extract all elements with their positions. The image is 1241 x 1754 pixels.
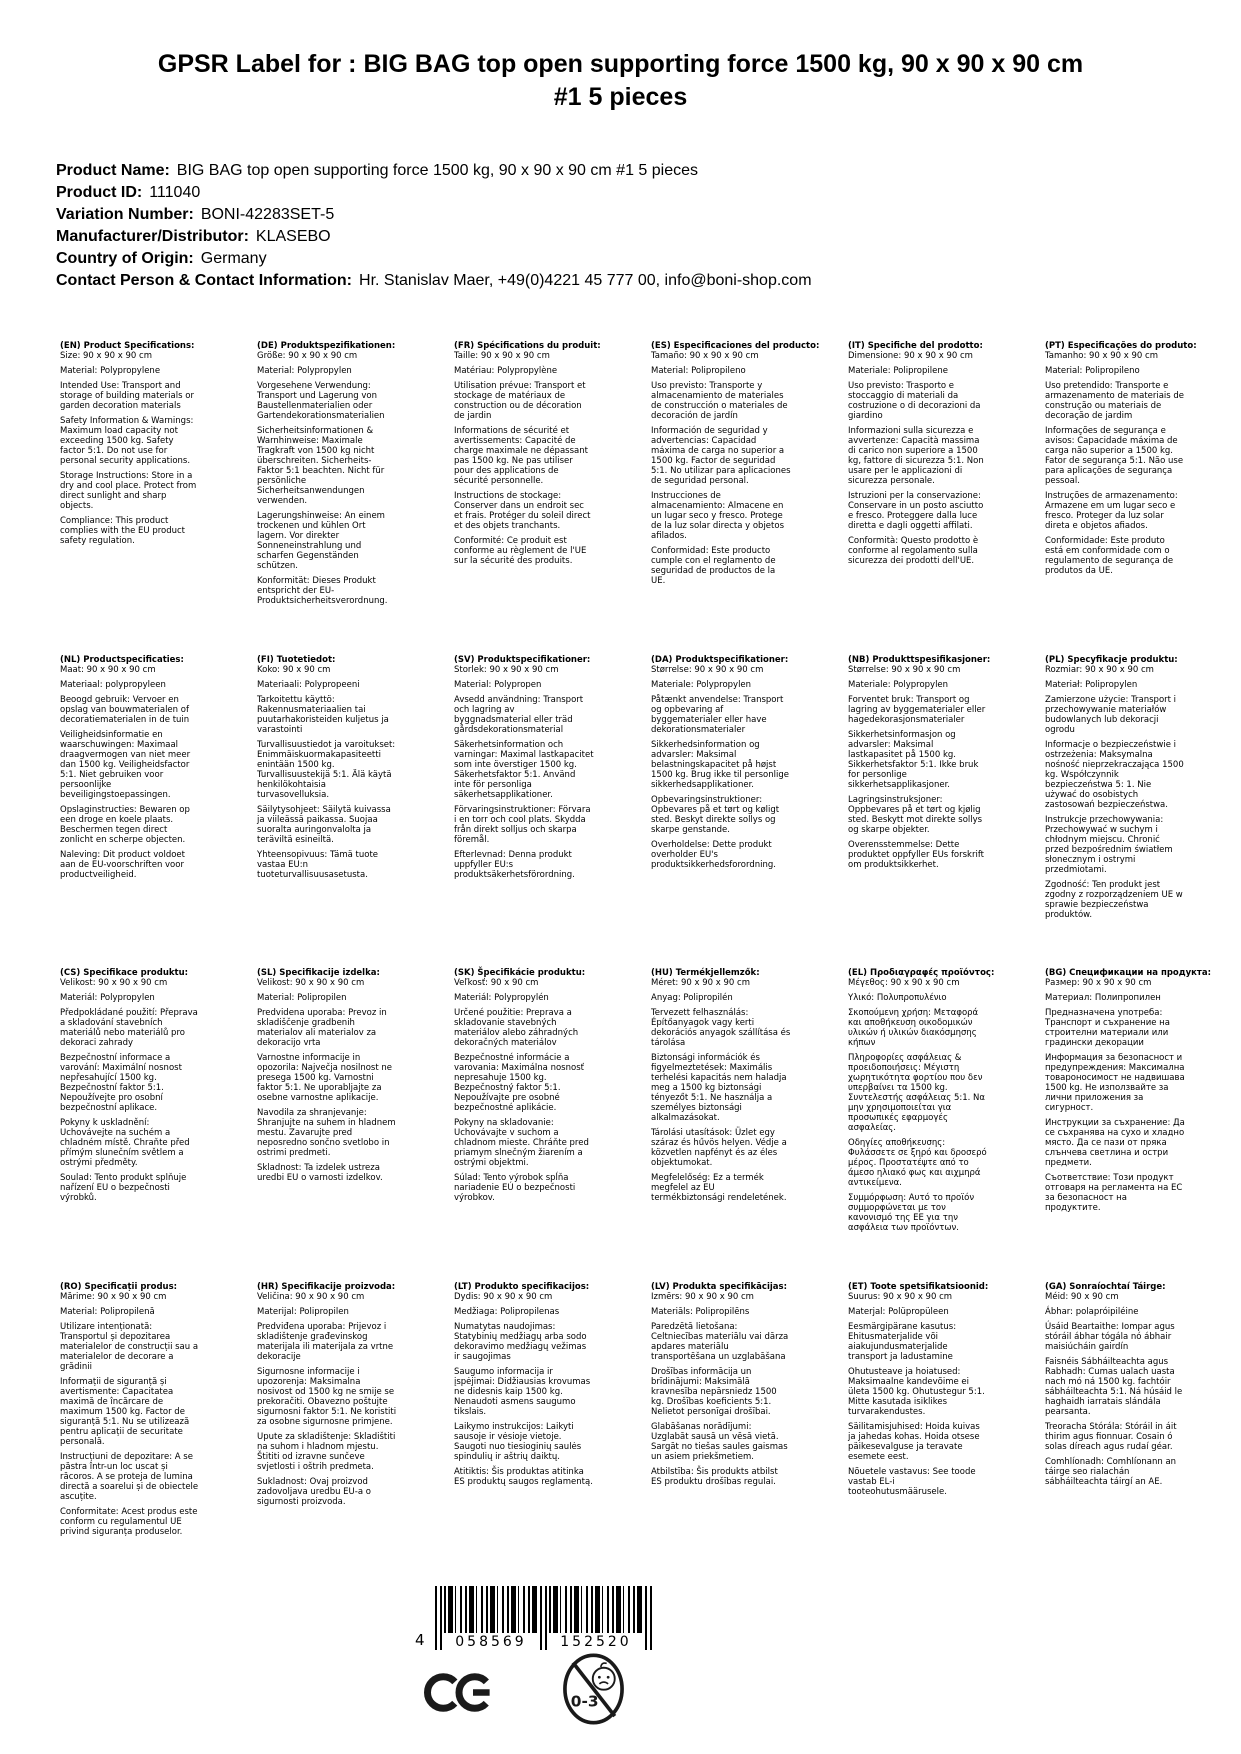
spec-line: Ábhar: polapróipiléine (1045, 1307, 1139, 1317)
spec-line: Material: Polypropen (454, 680, 542, 690)
spec-line: Medžiaga: Polipropilenas (454, 1307, 560, 1317)
spec-line: Faisnéis Sábháilteachta agus Rabhadh: Cumas ualach uasta nach mó ná 1500 kg. fachtóir sábháilteachta 5:1. Ná húsáid le haghaidh iarratais slándála pearsanta. (1045, 1357, 1183, 1417)
spec-line: Instructions de stockage: Conserver dans un endroit sec et frais. Protéger du soleil direct et des objets tranchants. (454, 491, 591, 531)
product-info-field (56, 270, 1201, 292)
spec-block-body (257, 1292, 397, 1507)
spec-block-heading: (IT) Specifiche del prodotto: (848, 341, 983, 351)
product-info-field (56, 226, 1201, 248)
spec-line: Conformité: Ce produit est conforme au règlement de l'UE sur la sécurité des produits. (454, 536, 587, 566)
spec-line: Predvidena uporaba: Prevoz in skladiščenje gradbenih materialov ali materialov za dekoracijo vrta (257, 1008, 387, 1048)
spec-line: Size: 90 x 90 x 90 cm (60, 351, 152, 361)
spec-block-ga (1045, 1282, 1185, 1487)
spec-line: Intended Use: Transport and storage of building materials or garden decoration materials (60, 381, 194, 411)
spec-block-sl (257, 968, 397, 1183)
spec-line: Uso pretendido: Transporte e armazenamento de materiais de construção ou materiais de decoração de jardim (1045, 381, 1185, 421)
spec-line: Säilitamisjuhised: Hoida kuivas ja jahedas kohas. Hoida otsese päikesevalguse ja teravate esemete eest. (848, 1422, 980, 1462)
spec-line: Veľkosť: 90 x 90 cm (454, 978, 539, 988)
spec-line: Instruções de armazenamento: Armazene em um lugar seco e fresco. Proteger da luz solar direta e objetos afiados. (1045, 491, 1178, 531)
spec-block-body (60, 1292, 200, 1537)
spec-line: Yhteensopivuus: Tämä tuote vastaa EU:n tuoteturvallisuusasetusta. (257, 850, 379, 880)
spec-block-heading: (EL) Προδιαγραφές προϊόντος: (848, 968, 995, 978)
info-value: Hr. Stanislav Maer, +49(0)4221 45 777 00, info@boni-shop.com (359, 272, 812, 289)
spec-line: Laikymo instrukcijos: Laikyti sausoje ir vėsioje vietoje. Saugoti nuo tiesioginių saulės spindulių ir aštrių daiktų. (454, 1422, 582, 1462)
info-value: BIG BAG top open supporting force 1500 kg, 90 x 90 x 90 cm #1 5 pieces (176, 162, 698, 179)
spec-block-body (848, 351, 988, 566)
ce-mark-icon (424, 1663, 494, 1726)
spec-line: Informações de segurança e avisos: Capacidade máxima de carga não superior a 1500 kg. Fator de segurança 5:1. Não use para aplicações de segurança pessoal. (1045, 426, 1184, 486)
spec-line: Größe: 90 x 90 x 90 cm (257, 351, 358, 361)
spec-line: Upute za skladištenje: Skladištiti na suhom i hladnom mjestu. Štititi od izravne sunčeve svjetlosti i oštrih predmeta. (257, 1432, 396, 1472)
spec-block-heading: (SV) Produktspecifikationer: (454, 655, 591, 665)
info-value: BONI-42283SET-5 (200, 206, 335, 223)
spec-block-fr (454, 341, 601, 566)
spec-line: Varnostne informacije in opozorila: Največja nosilnost ne presega 1500 kg. Varnostni faktor 5:1. Ne uporabljajte za osebne varnostne aplikacije. (257, 1053, 392, 1103)
info-label: Variation Number: (56, 206, 194, 223)
spec-line: Material: Polypropylen (257, 366, 352, 376)
spec-line: Předpokládané použití: Přeprava a skladování stavebních materiálů nebo materiálů pro dekoraci zahrady (60, 1008, 198, 1048)
barcode-prefix-digit: 4 (415, 1631, 425, 1649)
spec-line: Informations de sécurité et avertissements: Capacité de charge maximale ne dépassant pas 1500 kg. Ne pas utiliser pour des applications de sécurité personnelle. (454, 426, 588, 486)
spec-line: Инструкции за съхранение: Да се съхранява на сухо и хладно място. Да се пази от пряка слънчева светлина и остри предмети. (1045, 1118, 1185, 1168)
spec-line: Tarkoitettu käyttö: Rakennusmateriaalien tai puutarhakoristeiden kuljetus ja varastointi (257, 695, 389, 735)
spec-block-ro (60, 1282, 200, 1537)
spec-block-body (454, 351, 594, 566)
spec-line: Megfelelőség: Ez a termék megfelel az EU termékbiztonsági rendeletének. (651, 1173, 787, 1203)
spec-line: Naleving: Dit product voldoet aan de EU-voorschriften voor productveiligheid. (60, 850, 185, 880)
spec-line: Säkerhetsinformation och varningar: Maximal lastkapacitet som inte överstiger 1500 kg. Säkerhetsfaktor 5:1. Använd inte för personliga säkerhetsapplikationer. (454, 740, 594, 800)
spec-block-hu (651, 968, 791, 1203)
spec-block-body (651, 351, 791, 586)
spec-block-pt (1045, 341, 1197, 576)
spec-line: Vorgesehene Verwendung: Transport und Lagerung von Baustellenmaterialien oder Gartendekorationsmaterialien (257, 381, 385, 421)
spec-block-heading: (PT) Especificações do produto: (1045, 341, 1197, 351)
spec-block-heading: (ET) Toote spetsifikatsioonid: (848, 1282, 989, 1292)
spec-block-nl (60, 655, 200, 880)
spec-line: Instrucțiuni de depozitare: A se păstra într-un loc uscat și răcoros. A se proteja de lumina directă a soarelui și de obiectele ascuțite. (60, 1452, 199, 1502)
spec-line: Opbevaringsinstruktioner: Opbevares på et tørt og køligt sted. Beskyt direkte sollys og skarpe genstande. (651, 795, 780, 835)
spec-block-body (257, 978, 397, 1183)
spec-line: Conformidad: Este producto cumple con el reglamento de seguridad de productos de la UE. (651, 546, 776, 586)
spec-block-body (651, 1292, 791, 1487)
spec-block-body (1045, 978, 1185, 1213)
spec-block-pl (1045, 655, 1185, 920)
spec-block-heading: (NB) Produkttspesifikasjoner: (848, 655, 991, 665)
spec-line: Ohutusteave ja hoiatused: Maksimaalne kandevõime ei ületa 1500 kg. Ohutustegur 5:1. Mitte kasutada isiklikes turvarakendustes. (848, 1367, 985, 1417)
spec-block-da (651, 655, 791, 870)
spec-block-it (848, 341, 988, 566)
spec-block-body (1045, 351, 1185, 576)
spec-line: Materiale: Polypropylen (848, 680, 949, 690)
spec-line: Tamaño: 90 x 90 x 90 cm (651, 351, 759, 361)
spec-line: Informacje o bezpieczeństwie i ostrzeżenia: Maksymalna nośność nieprzekraczająca 1500 kg. Współczynnik bezpieczeństwa 5: 1. Nie używać do osobistych zastosowań bezpieczeństwa. (1045, 740, 1184, 810)
spec-line: Paredzētā lietošana: Celtniecības materiālu vai dārza apdares materiālu transportēšana un uzglabāšana (651, 1322, 789, 1362)
spec-block-heading: (FI) Tuotetiedot: (257, 655, 336, 665)
spec-line: Размер: 90 x 90 x 90 cm (1045, 978, 1152, 988)
product-info-field (56, 248, 1201, 270)
spec-line: Velikost: 90 x 90 x 90 cm (60, 978, 168, 988)
spec-line: Biztonsági információk és figyelmeztetések: Maximális terhelési kapacitás nem haladja meg a 1500 kg biztonsági tényezőt 5:1. Ne használja a személyes biztonsági alkalmazásokat. (651, 1053, 787, 1123)
spec-line: Overholdelse: Dette produkt overholder EU's produktsikkerhedsforordning. (651, 840, 776, 870)
spec-line: Utilizare intenționată: Transportul și depozitarea materialelor de construcții sau a materialelor de decorare a grădinii (60, 1322, 199, 1372)
spec-line: Anyag: Polipropilén (651, 993, 733, 1003)
spec-line: Comhlíonadh: Comhlíonann an táirge seo rialachán sábháilteachta táirgí an AE. (1045, 1457, 1177, 1487)
spec-line: Förvaringsinstruktioner: Förvara i en torr och cool plats. Skydda från direkt solljus och skarpa föremål. (454, 805, 591, 845)
spec-block-heading: (GA) Sonraíochtaí Táirge: (1045, 1282, 1166, 1292)
spec-line: Informații de siguranță și avertismente: Capacitatea maximă de încărcare de maximum 1500 kg. Factor de siguranță 5:1. Nu se utilizează pentru aplicații de securitate personală. (60, 1377, 190, 1447)
spec-line: Sigurnosne informacije i upozorenja: Maksimalna nosivost od 1500 kg ne smije se prekoračiti. Obavezno poštujte sigurnosni faktor 5:1. Ne koristiti za osobne sigurnosne primjene. (257, 1367, 397, 1427)
spec-line: Uso previsto: Transporte y almacenamiento de materiales de construcción o materiales de decoración de jardín (651, 381, 788, 421)
spec-block-heading: (CS) Specifikace produktu: (60, 968, 189, 978)
spec-block-body (651, 978, 791, 1203)
spec-block-body (848, 978, 988, 1233)
spec-line: Materiał: Polipropylen (1045, 680, 1138, 690)
spec-line: Forventet bruk: Transport og lagring av byggematerialer eller hagedekorasjonsmaterialer (848, 695, 986, 725)
spec-block-heading: (NL) Productspecificaties: (60, 655, 184, 665)
spec-line: Maat: 90 x 90 x 90 cm (60, 665, 156, 675)
spec-block-lt (454, 1282, 594, 1487)
spec-line: Glabāšanas norādījumi: Uzglabāt sausā un vēsā vietā. Sargāt no tiešas saules gaismas un asiem priekšmetiem. (651, 1422, 788, 1462)
barcode-guard-right-icon (645, 1586, 652, 1650)
spec-block-body (454, 978, 594, 1203)
info-label: Product ID: (56, 184, 143, 201)
spec-line: Úsáid Beartaithe: Iompar agus stóráil ábhar tógála nó ábhair maisiúcháin gairdín (1045, 1322, 1175, 1352)
spec-line: Nõuetele vastavus: See toode vastab EL-i tooteohutusmäärusele. (848, 1467, 976, 1497)
spec-line: Avsedd användning: Transport och lagring av byggnadsmaterial eller träd gårdsdekorationsmaterial (454, 695, 584, 735)
spec-line: Materiale: Polipropilene (848, 366, 948, 376)
spec-line: Materiaali: Polypropeeni (257, 680, 360, 690)
spec-line: Materiāls: Polipropilēns (651, 1307, 750, 1317)
spec-line: Material: Polipropileno (651, 366, 746, 376)
spec-line: Suurus: 90 x 90 x 90 cm (848, 1292, 953, 1302)
spec-block-heading: (HR) Specifikacije proizvoda: (257, 1282, 396, 1292)
spec-line: Tárolási utasítások: Üzlet egy száraz és hűvös helyen. Védje a közvetlen napfényt és az éles objektumokat. (651, 1128, 787, 1168)
spec-block-body (1045, 665, 1185, 920)
spec-line: Turvallisuustiedot ja varoitukset: Enimmäiskuormakapasiteetti enintään 1500 kg. Turvallisuustekijä 5:1. Älä käytä henkilökohtaisia turvasovelluksia. (257, 740, 396, 800)
spec-line: Súlad: Tento výrobok spĺňa nariadenie EÚ o bezpečnosti výrobkov. (454, 1173, 576, 1203)
product-info (56, 160, 1201, 292)
spec-block-body (60, 351, 200, 546)
spec-block-body (60, 978, 200, 1203)
spec-block-body (454, 1292, 594, 1487)
spec-line: Instrucciones de almacenamiento: Almacene en un lugar seco y fresco. Protege de la luz solar directa y objetos afilados. (651, 491, 784, 541)
spec-line: Storlek: 90 x 90 x 90 cm (454, 665, 559, 675)
spec-block-cs (60, 968, 200, 1203)
spec-line: Uso previsto: Trasporto e stoccaggio di materiali da costruzione o di decorazioni da giardino (848, 381, 981, 421)
spec-line: Οδηγίες αποθήκευσης: Φυλάσσετε σε ξηρό και δροσερό μέρος. Προστατέψτε από το άμεσο ηλιακό φως και αιχμηρά αντικείμενα. (848, 1138, 987, 1188)
spec-block-heading: (HU) Termékjellemzők: (651, 968, 760, 978)
spec-line: Størrelse: 90 x 90 x 90 cm (651, 665, 764, 675)
info-value: 111040 (149, 184, 201, 201)
spec-line: Material: Polipropilen (257, 993, 347, 1003)
spec-line: Tamanho: 90 x 90 x 90 cm (1045, 351, 1158, 361)
spec-line: Instrukcje przechowywania: Przechowywać w suchym i chłodnym miejscu. Chronić przed bezpośrednim światłem słonecznym i ostrymi przedmiotami. (1045, 815, 1173, 875)
barcode-digits-right: 152520 (560, 1634, 632, 1650)
spec-line: Rozmiar: 90 x 90 x 90 cm (1045, 665, 1154, 675)
spec-line: Pokyny na skladovanie: Uchovávajte v suchom a chladnom mieste. Chráňte pred priamym slnečným žiarením a ostrými objektmi. (454, 1118, 589, 1168)
spec-line: Matériau: Polypropylène (454, 366, 558, 376)
spec-line: Materijal: Polipropilen (257, 1307, 349, 1317)
spec-line: Bezpečnostné informácie a varovania: Maximálna nosnosť nepresahuje 1500 kg. Bezpečnostný faktor 5:1. Nepoužívajte pre osobné bezpečnostné aplikácie. (454, 1053, 584, 1113)
spec-line: Bezpečnostní informace a varování: Maximální nosnost nepřesahující 1500 kg. Bezpečnostní faktor 5:1. Nepoužívejte pro osobní bezpečnostní aplikace. (60, 1053, 182, 1113)
spec-block-body (257, 665, 397, 880)
spec-line: Πληροφορίες ασφάλειας & προειδοποιήσεις: Μέγιστη χωρητικότητα φορτίου που δεν υπερβαίνει τα 1500 kg. Συντελεστής ασφάλειας 5:1. Να μην χρησιμοποιείται για προσωπικές εφαρμογές ασφαλείας. (848, 1053, 985, 1133)
spec-line: Mărime: 90 x 90 x 90 cm (60, 1292, 167, 1302)
spec-line: Conformitate: Acest produs este conform cu regulamentul UE privind siguranța produselor. (60, 1507, 198, 1537)
spec-line: Méret: 90 x 90 x 90 cm (651, 978, 750, 988)
spec-block-heading: (SK) Špecifikácie produktu: (454, 968, 586, 978)
spec-line: Compliance: This product complies with the EU product safety regulation. (60, 516, 186, 546)
spec-line: Soulad: Tento produkt splňuje nařízení EU o bezpečnosti výrobků. (60, 1173, 187, 1203)
spec-line: Utilisation prévue: Transport et stockage de matériaux de construction ou de décoration de jardin (454, 381, 586, 421)
info-label: Manufacturer/Distributor: (56, 228, 249, 245)
spec-line: Koko: 90 x 90 cm (257, 665, 331, 675)
spec-block-et (848, 1282, 988, 1497)
info-value: KLASEBO (255, 228, 331, 245)
spec-block-heading: (LV) Produkta specifikācijas: (651, 1282, 787, 1292)
spec-line: Lagringsinstruksjoner: Oppbevares på et tørt og kjølig sted. Beskytt mot direkte sollys og skarpe objekter. (848, 795, 983, 835)
spec-line: Säilytysohjeet: Säilytä kuivassa ja viileässä paikassa. Suojaa suoralta auringonvalolta ja teräviltä esineiltä. (257, 805, 391, 845)
spec-block-sk (454, 968, 594, 1203)
barcode-guard-left-icon (435, 1586, 442, 1650)
spec-line: Eesmärgipärane kasutus: Ehitusmaterjalide või aiakujundusmaterjalide transport ja ladustamine (848, 1322, 957, 1362)
spec-line: Konformität: Dieses Produkt entspricht der EU-Produktsicherheitsverordnung. (257, 576, 388, 606)
spec-line: Material: Polipropilenă (60, 1307, 155, 1317)
spec-block-hr (257, 1282, 397, 1507)
spec-block-sv (454, 655, 594, 880)
spec-block-heading: (RO) Specificații produs: (60, 1282, 178, 1292)
spec-block-lv (651, 1282, 791, 1487)
spec-line: Numatytas naudojimas: Statybinių medžiagų arba sodo dekoravimo medžiagų vežimas ir saugojimas (454, 1322, 587, 1362)
spec-line: Istruzioni per la conservazione: Conservare in un posto asciutto e fresco. Proteggere dalla luce diretta e dagli oggetti affilati. (848, 491, 984, 531)
spec-line: Opslaginstructies: Bewaren op een droge en koele plaats. Beschermen tegen direct zonlicht en scherpe objecten. (60, 805, 190, 845)
spec-block-nb (848, 655, 991, 870)
spec-line: Zamierzone użycie: Transport i przechowywanie materiałów budowlanych lub dekoracji ogrodu (1045, 695, 1177, 735)
spec-block-heading: (DE) Produktspezifikationen: (257, 341, 396, 351)
spec-line: Материал: Полипропилен (1045, 993, 1161, 1003)
spec-block-heading: (EN) Product Specifications: (60, 341, 195, 351)
spec-line: Pokyny k uskladnění: Uchovávejte na suchém a chladném místě. Chraňte před přímým slunečním světlem a ostrými předměty. (60, 1118, 190, 1168)
spec-line: Materjal: Polüpropüleen (848, 1307, 949, 1317)
age-warning-text: 0-3 (570, 1692, 599, 1711)
spec-block-fi (257, 655, 397, 880)
info-label: Product Name: (56, 162, 170, 179)
spec-line: Material: Polypropylene (60, 366, 161, 376)
product-info-field (56, 160, 1201, 182)
barcode-bars-left-icon (444, 1586, 538, 1633)
spec-line: Velikost: 90 x 90 x 90 cm (257, 978, 365, 988)
spec-block-es (651, 341, 820, 586)
spec-block-heading: (FR) Spécifications du produit: (454, 341, 601, 351)
spec-block-heading: (BG) Спецификации на продукта: (1045, 968, 1211, 978)
spec-block-body (651, 665, 791, 870)
spec-line: Atbilstība: Šis produkts atbilst ES produktu drošības regulai. (651, 1467, 778, 1487)
ean13-barcode (413, 1586, 665, 1650)
spec-block-heading: (SL) Specifikacije izdelka: (257, 968, 380, 978)
info-value: Germany (200, 250, 267, 267)
page-title: GPSR Label for : BIG BAG top open supporting force 1500 kg, 90 x 90 x 90 cm #1 5 pieces (157, 50, 1084, 111)
spec-line: Izmērs: 90 x 90 x 90 cm (651, 1292, 754, 1302)
spec-line: Μέγεθος: 90 x 90 x 90 cm (848, 978, 960, 988)
spec-line: Saugumo informacija ir įspėjimai: Didžiausias krovumas ne didesnis kaip 1500 kg. Nenaudoti asmens saugumo tikslais. (454, 1367, 591, 1417)
spec-line: Sikkerhetsinformasjon og advarsler: Maksimal lastkapasitet på 1500 kg. Sikkerhetsfaktor 5:1. Ikke bruk for personlige sikkerhetsapplikasjoner. (848, 730, 979, 790)
spec-line: Safety Information & Warnings: Maximum load capacity not exceeding 1500 kg. Safety factor 5:1. Do not use for personal security applications. (60, 416, 194, 466)
barcode-digits-left: 058569 (455, 1634, 527, 1650)
spec-block-bg (1045, 968, 1211, 1213)
spec-line: Tervezett felhasználás: Építőanyagok vagy kerti dekorációs anyagok szállítása és tárolása (651, 1008, 791, 1048)
spec-line: Treoracha Stórála: Stóráil in áit thirim agus fionnuar. Cosain ó solas díreach agus rudaí géar. (1045, 1422, 1177, 1452)
spec-line: Dydis: 90 x 90 x 90 cm (454, 1292, 553, 1302)
barcode-guard-middle-icon (540, 1586, 547, 1650)
spec-line: Συμμόρφωση: Αυτό το προϊόν συμμορφώνεται με τον κανονισμό της ΕΕ για την ασφάλεια των προϊόντων. (848, 1193, 975, 1233)
spec-line: Overensstemmelse: Dette produktet oppfyller EUs forskrift om produktsikkerhet. (848, 840, 985, 870)
spec-line: Určené použitie: Preprava a skladovanie stavebných materiálov alebo záhradných dekoračných materiálov (454, 1008, 579, 1048)
spec-line: Sicherheitsinformationen & Warnhinweise: Maximale Tragkraft von 1500 kg nicht überschreiten. Sicherheits-Faktor 5:1 beachten. Nicht für persönliche Sicherheitsanwendungen verwenden. (257, 426, 385, 506)
spec-block-body (454, 665, 594, 880)
info-label: Country of Origin: (56, 250, 194, 267)
spec-line: Dimensione: 90 x 90 x 90 cm (848, 351, 973, 361)
spec-block-heading: (DA) Produktspecifikationer: (651, 655, 789, 665)
spec-line: Méid: 90 x 90 cm (1045, 1292, 1119, 1302)
spec-block-heading: (PL) Specyfikacje produktu: (1045, 655, 1178, 665)
spec-block-heading: (ES) Especificaciones del producto: (651, 341, 820, 351)
spec-line: Materiál: Polypropylén (454, 993, 549, 1003)
spec-block-body (848, 665, 988, 870)
spec-block-de (257, 341, 397, 606)
spec-block-body (60, 665, 200, 880)
spec-line: Taille: 90 x 90 x 90 cm (454, 351, 550, 361)
info-label: Contact Person & Contact Information: (56, 272, 353, 289)
spec-line: Navodila za shranjevanje: Shranjujte na suhem in hladnem mestu. Zavarujte pred neposredno sončno svetlobo in ostrimi predmeti. (257, 1108, 396, 1158)
spec-line: Materiál: Polypropylen (60, 993, 155, 1003)
spec-block-el (848, 968, 995, 1233)
spec-line: Skladnost: Ta izdelek ustreza uredbi EU o varnosti izdelkov. (257, 1163, 383, 1183)
spec-line: Veličina: 90 x 90 x 90 cm (257, 1292, 365, 1302)
age-warning-0-3-icon (562, 1652, 625, 1730)
spec-line: Σκοπούμενη χρήση: Μεταφορά και αποθήκευση οικοδομικών υλικών ή υλικών διακόσμησης κήπων (848, 1008, 979, 1048)
product-info-field (56, 182, 1201, 204)
product-info-field (56, 204, 1201, 226)
spec-line: Material: Polipropileno (1045, 366, 1140, 376)
spec-line: Zgodność: Ten produkt jest zgodny z rozporządzeniem UE w sprawie bezpieczeństwa produktów. (1045, 880, 1183, 920)
spec-line: Påtænkt anvendelse: Transport og opbevaring af byggematerialer eller have dekorationsmaterialer (651, 695, 784, 735)
spec-line: Størrelse: 90 x 90 x 90 cm (848, 665, 961, 675)
spec-line: Veiligheidsinformatie en waarschuwingen: Maximaal draagvermogen van niet meer dan 1500 kg. Veiligheidsfactor 5:1. Niet gebruiken voor persoonlijke beveiligingstoepassingen. (60, 730, 191, 800)
spec-line: Sukladnost: Ovaj proizvod zadovoljava uredbu EU-a o sigurnosti proizvoda. (257, 1477, 371, 1507)
spec-line: Предназначена употреба: Транспорт и съхранение на строителни материали или градински декорации (1045, 1008, 1170, 1048)
spec-line: Materiale: Polypropylen (651, 680, 752, 690)
spec-line: Sikkerhedsinformation og advarsler: Maksimal belastningskapacitet på højst 1500 kg. Brug ikke til personlige sikkerhedsapplikationer. (651, 740, 789, 790)
spec-line: Drošības informācija un brīdinājumi: Maksimālā kravnesība nepārsniedz 1500 kg. Drošības koeficients 5:1. Nelietot personīgai drošībai. (651, 1367, 777, 1417)
spec-line: Υλικό: Πολυπροπυλένιο (848, 993, 947, 1003)
spec-line: Conformidade: Este produto está em conformidade com o regulamento de segurança de produtos da UE. (1045, 536, 1174, 576)
spec-line: Lagerungshinweise: An einem trockenen und kühlen Ort lagern. Vor direkter Sonneneinstrahlung und scharfen Gegenständen schützen. (257, 511, 385, 571)
spec-line: Predviđena uporaba: Prijevoz i skladištenje građevinskog materijala ili materijala za vrtne dekoracije (257, 1322, 394, 1362)
language-specs-grid (60, 341, 1211, 1537)
spec-line: Beoogd gebruik: Vervoer en opslag van bouwmaterialen of decoratiematerialen in de tuin (60, 695, 190, 725)
spec-line: Materiaal: polypropyleen (60, 680, 166, 690)
spec-block-body (1045, 1292, 1185, 1487)
spec-line: Informazioni sulla sicurezza e avvertenze: Capacità massima di carico non superiore a 1500 kg, fattore di sicurezza 5:1. Non usare per le applicazioni di sicurezza personale. (848, 426, 984, 486)
spec-block-en (60, 341, 200, 546)
spec-block-body (257, 351, 397, 606)
spec-line: Conformità: Questo prodotto è conforme al regolamento sulla sicurezza dei prodotti dell'UE. (848, 536, 979, 566)
spec-line: Efterlevnad: Denna produkt uppfyller EU:s produktsäkerhetsförordning. (454, 850, 575, 880)
spec-line: Información de seguridad y advertencias: Capacidad máxima de carga no superior a 1500 kg. Factor de seguridad 5:1. No utilizar para aplicaciones de seguridad personal. (651, 426, 791, 486)
spec-line: Atitiktis: Šis produktas atitinka ES produktų saugos reglamentą. (454, 1467, 593, 1487)
spec-line: Съответствие: Този продукт отговаря на регламента на ЕС за безопасност на продуктите. (1045, 1173, 1183, 1213)
spec-block-heading: (LT) Produkto specifikacijos: (454, 1282, 590, 1292)
barcode-bars-right-icon (549, 1586, 643, 1633)
spec-block-body (848, 1292, 988, 1497)
spec-line: Информация за безопасност и предупреждения: Максимална товароносимост не надвишава 1500 kg. Не използвайте за лични приложения за сигурност. (1045, 1053, 1185, 1113)
spec-line: Storage Instructions: Store in a dry and cool place. Protect from direct sunlight and sharp objects. (60, 471, 197, 511)
